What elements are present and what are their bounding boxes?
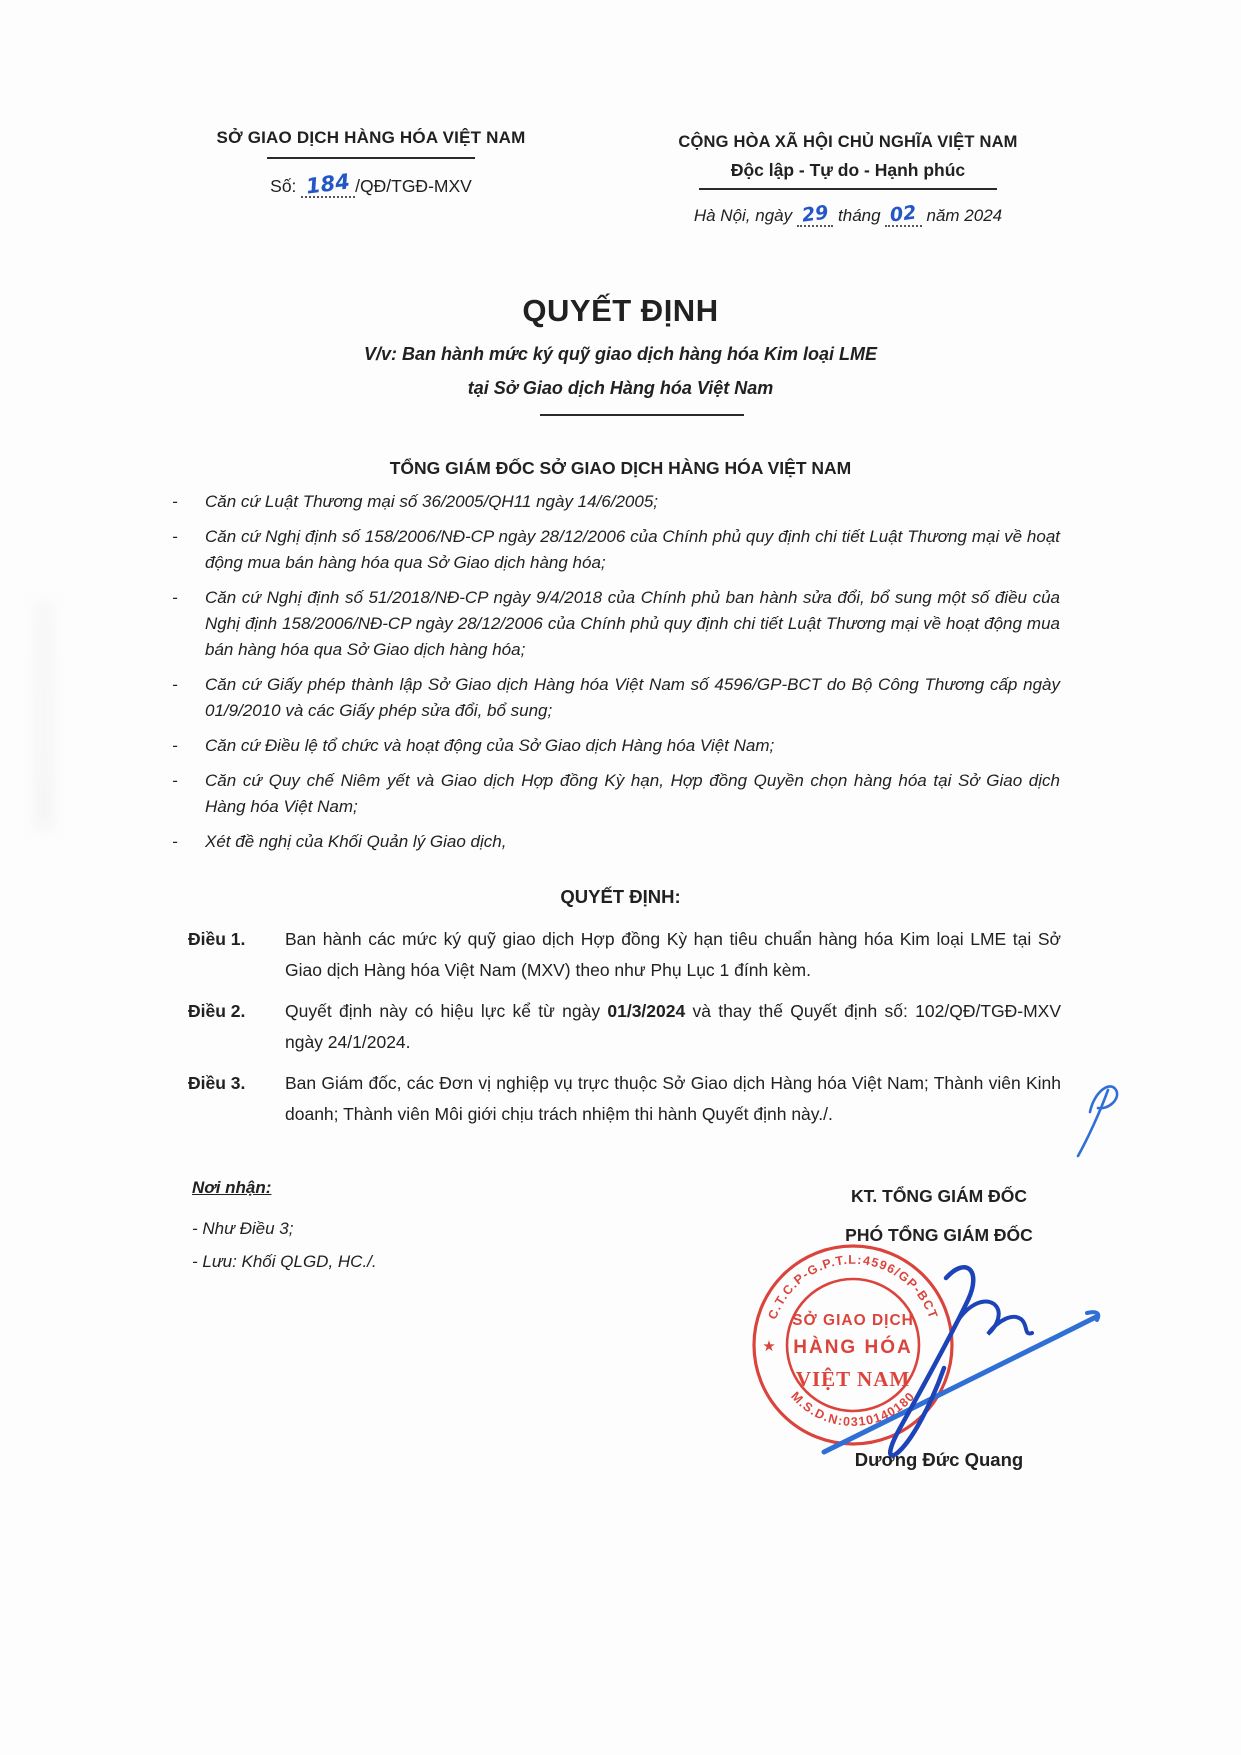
whereas-item [172,733,1060,759]
paraph-ink [1078,1086,1117,1156]
whereas-item [172,524,1060,576]
dash-marker: - [172,675,178,694]
dateline-mid: tháng [838,206,881,225]
whereas-item [172,829,1060,855]
dateline-post: năm 2024 [926,206,1003,225]
paraph-slash [1078,1090,1108,1156]
dateline [616,201,1080,227]
decision-heading: QUYẾT ĐỊNH: [560,886,681,907]
signature-title-block [778,1186,1100,1246]
article-text-bold: 01/3/2024 [607,1001,686,1021]
document-number [176,169,566,199]
recipients-block [192,1178,377,1278]
header-divider [267,157,475,159]
recipient-item: - Lưu: Khối QLGD, HC./. [192,1252,377,1271]
signer-name: Dương Đức Quang [854,1449,1024,1470]
dash-marker: - [172,492,178,511]
handwritten-day: 29 [800,201,830,227]
handwritten-number: 184 [304,169,352,199]
signature-loop-stroke [890,1267,973,1455]
signature-tip-flick [1087,1312,1098,1320]
official-seal [754,1246,952,1444]
dateline-pre: Hà Nội, ngày [693,206,793,225]
doc-number-dotline [301,169,355,199]
document-title: QUYẾT ĐỊNH [522,293,719,328]
doc-number-prefix: Số: [270,176,297,196]
national-motto-line1: CỘNG HÒA XÃ HỘI CHỦ NGHĨA VIỆT NAM [678,133,1018,151]
whereas-text: Căn cứ Quy chế Niêm yết và Giao dịch Hợp đồng Kỳ hạn, Hợp đồng Quyền chọn hàng hóa tại Sở Giao dịch Hàng hóa Việt Nam; [205,771,1060,816]
articles-list [188,924,1061,1140]
signature-sweep-stroke [824,1317,1096,1452]
dash-marker: - [172,588,178,607]
article-label: Điều 2. [188,1001,246,1021]
star-icon: ★ [762,1338,776,1355]
whereas-text: Căn cứ Giấy phép thành lập Sở Giao dịch Hàng hóa Việt Nam số 4596/GP-BCT do Bộ Công Thương cấp ngày 01/9/2010 và các Giấy phép sửa đổi, bổ sung; [205,675,1060,720]
month-dotline [885,201,921,227]
org-name: SỞ GIAO DỊCH HÀNG HÓA VIỆT NAM [216,128,526,147]
subtitle-line2: tại Sở Giao dịch Hàng hóa Việt Nam [467,378,774,398]
national-motto-line2: Độc lập - Tự do - Hạnh phúc [730,160,966,180]
article-text-segment: và thay thế Quyết định số: 102/QĐ/TGĐ-MXV ngày 24/1/2024. [285,1001,1062,1052]
seal-inner-ring [787,1279,919,1411]
issuer-header [176,128,566,198]
dash-marker: - [172,771,178,790]
whereas-item [172,768,1060,820]
dash-marker: - [172,527,178,546]
whereas-text: Căn cứ Nghị định số 158/2006/NĐ-CP ngày 28/12/2006 của Chính phủ quy định chi tiết Luật Thương mại về hoạt động mua bán hàng hóa qua Sở Giao dịch hàng hóa; [205,527,1060,572]
authority-heading: TỔNG GIÁM ĐỐC SỞ GIAO DỊCH HÀNG HÓA VIỆT NAM [389,458,852,478]
whereas-item [172,489,1060,515]
document-subtitle [0,337,1241,405]
dash-marker: - [172,832,178,851]
whereas-text: Căn cứ Luật Thương mại số 36/2005/QH11 ngày 14/6/2005; [205,492,659,511]
article [188,924,1061,986]
doc-number-suffix: /QĐ/TGĐ-MXV [355,176,472,196]
subtitle-line1: V/v: Ban hành mức ký quỹ giao dịch hàng hóa Kim loại LME [364,344,877,364]
article-text [285,924,1061,986]
recipients-heading: Nơi nhận: [192,1178,272,1197]
signature-title-line2: PHÓ TỔNG GIÁM ĐỐC [845,1225,1033,1245]
whereas-item [172,672,1060,724]
article [188,996,1061,1058]
signature-ink [824,1267,1098,1455]
seal-outer-ring [754,1246,952,1444]
recipient-item: - Như Điều 3; [192,1219,294,1238]
seal-arc-text-top: C.T.C.P-G.P.T.L:4596/GP-BCT [765,1252,941,1322]
article-text [285,996,1061,1058]
article-text-segment: Quyết định này có hiệu lực kể từ ngày [285,1001,608,1021]
national-header [616,133,1080,227]
title-divider [540,414,744,416]
whereas-list [172,489,1060,864]
article-label: Điều 3. [188,1073,246,1093]
seal-inner-line2: HÀNG HÓA [793,1337,913,1358]
whereas-text: Xét đề nghị của Khối Quản lý Giao dịch, [205,832,507,851]
whereas-text: Căn cứ Nghị định số 51/2018/NĐ-CP ngày 9/4/2018 của Chính phủ ban hành sửa đổi, bổ sung một số điều của Nghị định 158/2006/NĐ-CP ngày 28/12/2006 của Chính phủ quy định chi tiết Luật Thương mại về hoạt động mua bán hàng hóa qua Sở Giao dịch hàng hóa; [205,588,1060,659]
paraph-loop [1090,1086,1117,1112]
signature-hump-stroke [952,1302,1032,1334]
day-dotline [797,201,833,227]
article-text-segment: Ban Giám đốc, các Đơn vị nghiệp vụ trực thuộc Sở Giao dịch Hàng hóa Việt Nam; Thành viên Kinh doanh; Thành viên Môi giới chịu trách nhiệm thi hành Quyết định này./. [285,1073,1061,1124]
header-divider [699,188,997,190]
article-label: Điều 1. [188,929,246,949]
whereas-text: Căn cứ Điều lệ tổ chức và hoạt động của Sở Giao dịch Hàng hóa Việt Nam; [205,736,775,755]
seal-inner-line3: VIỆT NAM [795,1367,911,1391]
handwritten-month: 02 [889,201,918,227]
article-text-segment: Ban hành các mức ký quỹ giao dịch Hợp đồng Kỳ hạn tiêu chuẩn hàng hóa Kim loại LME tại Sở Giao dịch Hàng hóa Việt Nam (MXV) theo như Phụ Lục 1 đính kèm. [285,929,1061,980]
scan-artifact [34,600,54,830]
article-text [285,1068,1061,1130]
whereas-item [172,585,1060,663]
seal-arc-text-bottom: M.S.D.N:0310140180 [788,1389,918,1430]
dash-marker: - [172,736,178,755]
signature-title-line1: KT. TỔNG GIÁM ĐỐC [851,1186,1027,1206]
seal-inner-line1: SỞ GIAO DỊCH [792,1312,914,1329]
article [188,1068,1061,1130]
